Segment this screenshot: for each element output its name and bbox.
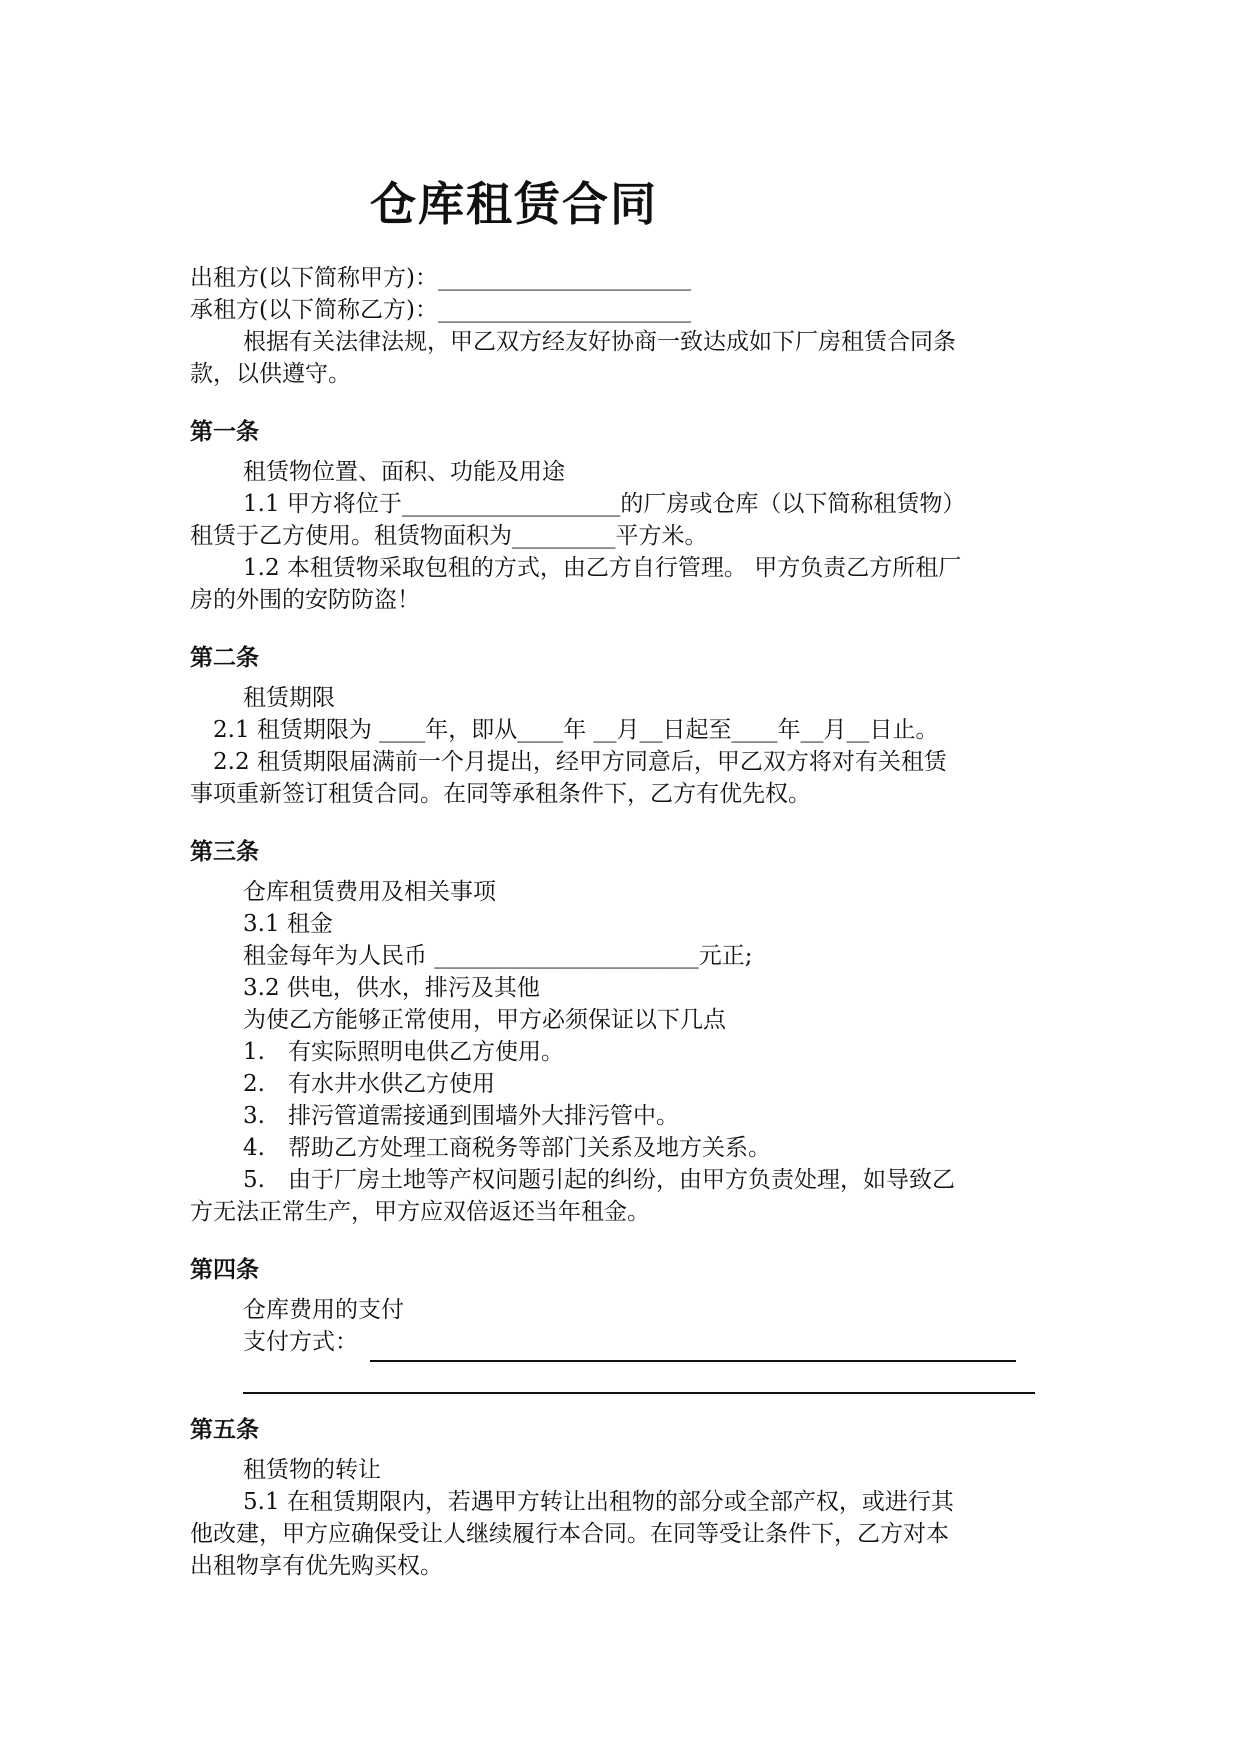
- clause-5-1-cont: 他改建，甲方应确保受让人继续履行本合同。在同等受让条件下，乙方对本: [190, 1521, 949, 1547]
- article-4-heading: 第四条: [190, 1257, 259, 1283]
- lessee-line: 承租方(以下简称乙方)：______________________: [190, 297, 691, 323]
- article-2-heading: 第二条: [190, 645, 259, 671]
- payment-method-blank: [370, 1360, 1016, 1362]
- article-5-heading: 第五条: [190, 1417, 259, 1443]
- list-item: 4. 帮助乙方处理工商税务等部门关系及地方关系。: [243, 1135, 771, 1161]
- clause-3-2-intro: 为使乙方能够正常使用，甲方必须保证以下几点: [243, 1007, 726, 1033]
- document-title: 仓库租赁合同: [370, 177, 658, 231]
- article-5-subject: 租赁物的转让: [243, 1457, 381, 1483]
- clause-1-1-cont: 租赁于乙方使用。租赁物面积为_________平方米。: [190, 523, 708, 549]
- article-1-subject: 租赁物位置、面积、功能及用途: [243, 459, 565, 485]
- clause-1-2: 1.2 本租赁物采取包租的方式，由乙方自行管理。 甲方负责乙方所租厂: [243, 555, 962, 581]
- intro-line: 款，以供遵守。: [190, 361, 351, 387]
- article-2-subject: 租赁期限: [243, 685, 335, 711]
- clause-5-1: 5.1 在租赁期限内，若遇甲方转让出租物的部分或全部产权，或进行其: [243, 1489, 954, 1515]
- clause-3-1: 3.1 租金: [243, 911, 333, 937]
- article-4-subject: 仓库费用的支付: [243, 1297, 404, 1323]
- clause-2-1: 2.1 租赁期限为 ____年，即从____年 __月__日起至____年__月__日止。: [213, 717, 939, 743]
- article-1-heading: 第一条: [190, 419, 259, 445]
- payment-method-blank-2: [243, 1392, 1035, 1394]
- intro-line: 根据有关法律法规，甲乙双方经友好协商一致达成如下厂房租赁合同条: [243, 329, 956, 355]
- clause-1-1: 1.1 甲方将位于___________________的厂房或仓库（以下简称租赁物）: [243, 491, 966, 517]
- payment-method-label: 支付方式：: [243, 1329, 358, 1355]
- clause-2-2: 2.2 租赁期限届满前一个月提出，经甲方同意后，甲乙双方将对有关租赁: [213, 749, 947, 775]
- rent-amount-line: 租金每年为人民币 _______________________元正;: [243, 943, 753, 969]
- article-3-subject: 仓库租赁费用及相关事项: [243, 879, 496, 905]
- lessor-line: 出租方(以下简称甲方)：______________________: [190, 265, 691, 291]
- list-item-cont: 方无法正常生产，甲方应双倍返还当年租金。: [190, 1199, 650, 1225]
- list-item: 5. 由于厂房土地等产权问题引起的纠纷，由甲方负责处理，如导致乙: [243, 1167, 955, 1193]
- list-item: 1. 有实际照明电供乙方使用。: [243, 1039, 564, 1065]
- clause-2-2-cont: 事项重新签订租赁合同。在同等承租条件下，乙方有优先权。: [190, 781, 811, 807]
- clause-1-2-cont: 房的外围的安防防盗！: [190, 587, 420, 613]
- list-item: 2. 有水井水供乙方使用: [243, 1071, 495, 1097]
- clause-3-2: 3.2 供电，供水，排污及其他: [243, 975, 540, 1001]
- list-item: 3. 排污管道需接通到围墙外大排污管中。: [243, 1103, 679, 1129]
- clause-5-1-cont: 出租物享有优先购买权。: [190, 1553, 443, 1579]
- article-3-heading: 第三条: [190, 839, 259, 865]
